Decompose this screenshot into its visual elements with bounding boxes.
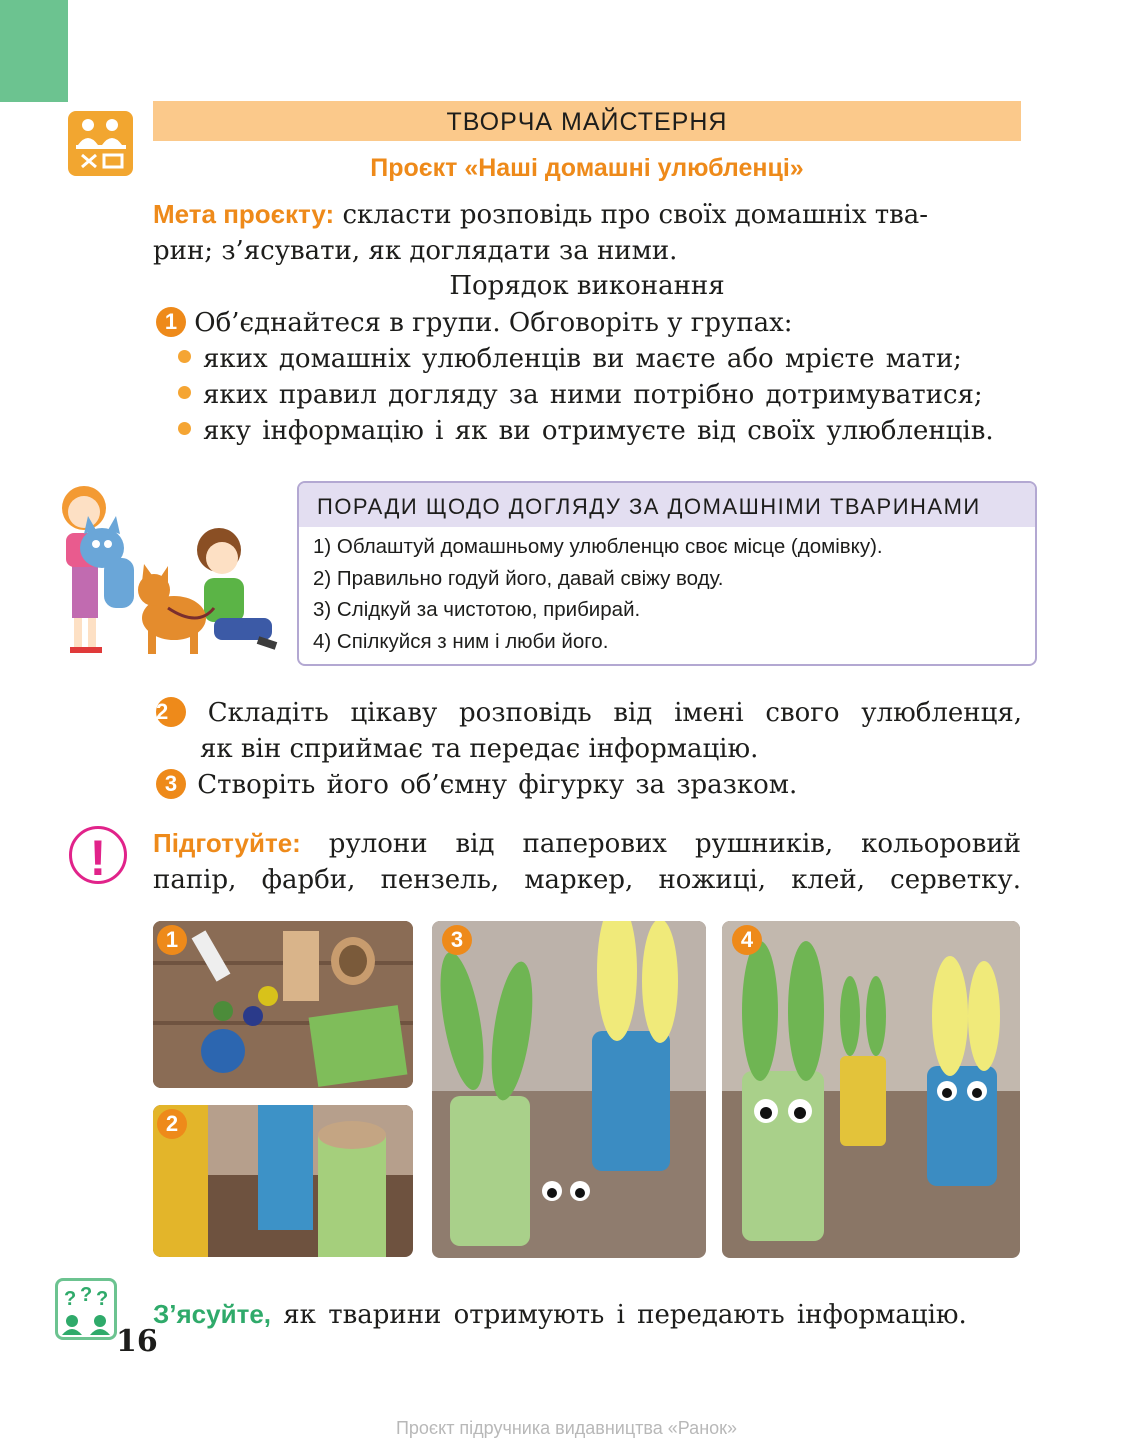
- group-work-icon: [68, 111, 133, 176]
- step-3: [156, 767, 1022, 803]
- bullet-item: яку інформацію і як ви отримуєте від своїх улюбленців.: [178, 413, 1028, 449]
- prepare-text-line2: папір, фарби, пензель, маркер, ножиці, клей, серветку.: [153, 865, 1021, 895]
- svg-text:?: ?: [80, 1284, 93, 1306]
- step-3-number: 3: [156, 769, 186, 799]
- care-tip-item: 2) Правильно годуй його, давай свіжу воду.: [313, 566, 724, 590]
- prepare-block: [153, 825, 1021, 898]
- bullet-item: яких домашніх улюбленців ви маєте або мрієте мати;: [178, 341, 1028, 377]
- care-tips-title: ПОРАДИ ЩОДО ДОГЛЯДУ ЗА ДОМАШНІМИ ТВАРИНАМИ: [299, 483, 1035, 527]
- step-2-text-line1: Складіть цікаву розповідь від імені свого улюбленця,: [207, 698, 1023, 728]
- question-group-icon: [55, 1278, 117, 1340]
- prepare-text-line1: рулони від паперових рушників, кольоровий: [300, 829, 1021, 859]
- goal-text-line2: рин; з’ясувати, як доглядати за ними.: [153, 236, 678, 266]
- corner-tab: [0, 0, 68, 102]
- photo-number-badge: 3: [442, 925, 472, 955]
- order-heading: Порядок виконання: [449, 271, 725, 301]
- svg-text:?: ?: [96, 1288, 109, 1310]
- project-title: Проєкт «Наші домашні улюбленці»: [370, 154, 804, 182]
- bullet-dot: [178, 422, 191, 435]
- section-banner: ТВОРЧА МАЙСТЕРНЯ: [153, 101, 1021, 141]
- bullet-dot: [178, 350, 191, 363]
- step-3-text: Створіть його об’ємну фігурку за зразком.: [197, 770, 798, 800]
- photo-number-badge: 1: [157, 925, 187, 955]
- prepare-label: Підготуйте:: [153, 828, 301, 858]
- care-tips-list: [299, 527, 1035, 657]
- bullet-item: яких правил догляду за ними потрібно дотримуватися;: [178, 377, 1028, 413]
- photo-finished-bunnies: [722, 921, 1020, 1258]
- photo-number-badge: 2: [157, 1109, 187, 1139]
- project-goal: [153, 196, 1021, 269]
- step-1: [156, 305, 1026, 341]
- footer-note: Проєкт підручника видавництва «Ранок»: [395, 1418, 738, 1438]
- bullet-list: [178, 341, 1028, 449]
- goal-label: Мета проєкту:: [153, 199, 335, 229]
- photo-number-badge: 4: [732, 925, 762, 955]
- care-tip-item: 1) Облаштуй домашньому улюбленцю своє місце (домівку).: [313, 535, 883, 558]
- exclamation-icon: !: [69, 826, 127, 884]
- care-tip-item: 3) Слідкуй за чистотою, прибирай.: [313, 598, 641, 621]
- step-1-text: Об’єднайтеся в групи. Обговоріть у групах:: [194, 308, 793, 338]
- step-2-text-line2: як він сприймає та передає інформацію.: [200, 734, 759, 764]
- find-out-label: З’ясуйте,: [153, 1299, 272, 1329]
- photo-materials: [153, 921, 413, 1088]
- photo-bunny-ears: [432, 921, 706, 1258]
- page-number: 16: [116, 1324, 158, 1359]
- step-2-number: 2: [156, 697, 186, 727]
- find-out-block: [153, 1296, 1021, 1333]
- children-with-pets-illustration: [44, 478, 284, 663]
- find-out-text: як тварини отримують і передають інформацію.: [271, 1300, 967, 1330]
- bullet-dot: [178, 386, 191, 399]
- svg-text:?: ?: [64, 1288, 77, 1310]
- goal-text-line1: скласти розповідь про своїх домашніх тва-: [334, 200, 929, 230]
- care-tip-item: 4) Спілкуйся з ним і люби його.: [313, 629, 609, 653]
- step-2: [156, 695, 1022, 767]
- care-tips-box: [297, 481, 1037, 666]
- photo-painted-tubes: [153, 1105, 413, 1257]
- step-1-number: 1: [156, 307, 186, 337]
